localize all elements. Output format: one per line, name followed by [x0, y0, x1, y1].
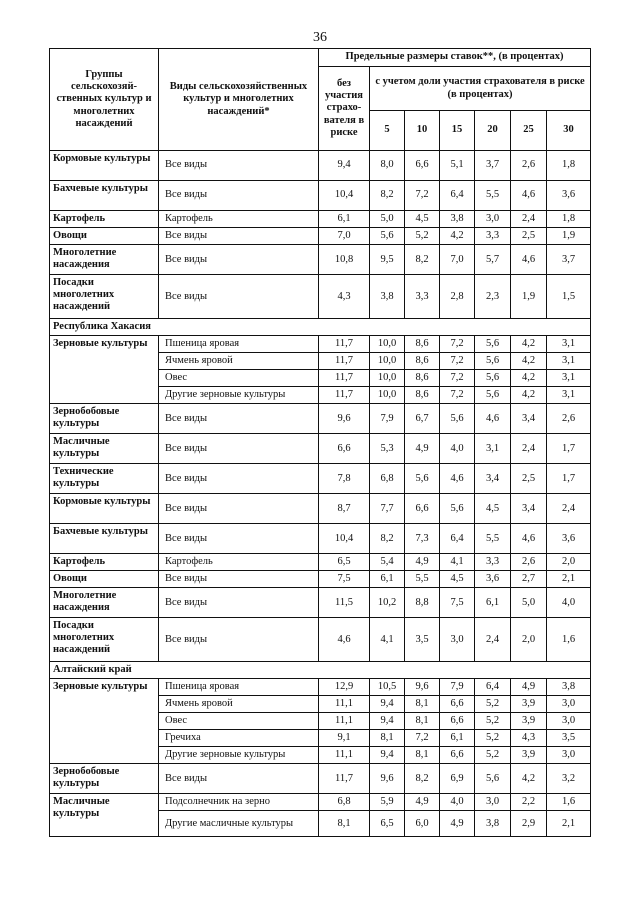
rate-value: 3,7 — [547, 245, 591, 275]
rate-value: 4,6 — [511, 524, 547, 554]
rate-value: 3,2 — [547, 764, 591, 794]
rate-value: 9,4 — [370, 747, 405, 764]
rate-value: 2,4 — [511, 211, 547, 228]
rate-value: 6,6 — [405, 151, 440, 181]
rate-value: 1,9 — [547, 228, 591, 245]
rate-no-share: 9,6 — [319, 404, 370, 434]
rate-value: 1,7 — [547, 464, 591, 494]
rate-value: 4,9 — [440, 811, 475, 837]
rate-value: 3,1 — [547, 387, 591, 404]
rate-value: 5,5 — [475, 524, 511, 554]
crop-kind: Все виды — [159, 464, 319, 494]
rate-no-share: 11,7 — [319, 370, 370, 387]
rate-value: 1,7 — [547, 434, 591, 464]
rate-no-share: 9,4 — [319, 151, 370, 181]
rate-value: 3,4 — [511, 404, 547, 434]
table-row — [50, 571, 591, 588]
rate-value: 7,2 — [405, 181, 440, 211]
rate-value: 3,4 — [511, 494, 547, 524]
crop-kind: Все виды — [159, 571, 319, 588]
crop-group: Картофель — [50, 554, 159, 571]
rate-value: 4,0 — [440, 434, 475, 464]
crop-kind: Картофель — [159, 554, 319, 571]
rate-value: 4,5 — [405, 211, 440, 228]
header-group-column: Группы сельскохозяй-ственных культур и многолетних насаждений — [50, 49, 159, 151]
table-row — [50, 336, 591, 353]
rate-no-share: 8,1 — [319, 811, 370, 837]
rate-value: 4,2 — [511, 336, 547, 353]
rate-value: 8,2 — [370, 181, 405, 211]
rate-value: 8,1 — [405, 696, 440, 713]
crop-kind: Все виды — [159, 228, 319, 245]
rate-value: 4,9 — [405, 794, 440, 811]
rate-value: 5,2 — [475, 696, 511, 713]
rate-no-share: 11,7 — [319, 353, 370, 370]
header-with-share: с учетом доли участия страхователя в риске (в процентах) — [370, 67, 591, 111]
rate-no-share: 10,8 — [319, 245, 370, 275]
rate-value: 5,2 — [405, 228, 440, 245]
rate-value: 4,6 — [475, 404, 511, 434]
rate-value: 7,2 — [440, 370, 475, 387]
rate-value: 5,6 — [440, 494, 475, 524]
rate-value: 1,8 — [547, 211, 591, 228]
rate-value: 4,6 — [511, 245, 547, 275]
rate-no-share: 6,1 — [319, 211, 370, 228]
crop-kind: Другие масличные культуры — [159, 811, 319, 837]
crop-kind: Картофель — [159, 211, 319, 228]
table-row — [50, 245, 591, 275]
rate-value: 3,7 — [475, 151, 511, 181]
crop-kind: Все виды — [159, 588, 319, 618]
rate-value: 2,6 — [511, 554, 547, 571]
rate-value: 6,7 — [405, 404, 440, 434]
rate-value: 6,8 — [370, 464, 405, 494]
crop-group: Бахчевые культуры — [50, 181, 159, 211]
rate-value: 5,2 — [475, 747, 511, 764]
rate-value: 4,9 — [405, 434, 440, 464]
table-row — [50, 404, 591, 434]
rate-value: 2,3 — [475, 275, 511, 319]
crop-kind: Все виды — [159, 181, 319, 211]
rate-value: 8,2 — [405, 764, 440, 794]
crop-kind: Пшеница яровая — [159, 679, 319, 696]
rate-no-share: 7,0 — [319, 228, 370, 245]
rate-value: 3,3 — [405, 275, 440, 319]
rate-no-share: 11,7 — [319, 764, 370, 794]
crop-group: Посадки многолетних насаждений — [50, 275, 159, 319]
crop-group: Бахчевые культуры — [50, 524, 159, 554]
rate-value: 5,5 — [475, 181, 511, 211]
rate-value: 3,1 — [547, 336, 591, 353]
table-row — [50, 494, 591, 524]
table-row — [50, 554, 591, 571]
rate-value: 2,7 — [511, 571, 547, 588]
crop-group: Масличные культуры — [50, 434, 159, 464]
rate-value: 3,8 — [547, 679, 591, 696]
header-kind-column: Виды сельскохозяйственных культур и многолетних насаждений* — [159, 49, 319, 151]
table-row — [50, 618, 591, 662]
rate-value: 7,9 — [370, 404, 405, 434]
crop-group: Посадки многолетних насаждений — [50, 618, 159, 662]
rate-value: 3,0 — [475, 794, 511, 811]
table-row — [50, 764, 591, 794]
rate-value: 9,4 — [370, 713, 405, 730]
table-row — [50, 151, 591, 181]
rate-value: 8,6 — [405, 353, 440, 370]
crop-group: Зернобобовые культуры — [50, 764, 159, 794]
crop-group: Зерновые культуры — [50, 336, 159, 404]
rate-value: 6,4 — [440, 524, 475, 554]
table-row — [50, 464, 591, 494]
rate-value: 2,2 — [511, 794, 547, 811]
header-share: 20 — [475, 111, 511, 151]
rate-no-share: 6,5 — [319, 554, 370, 571]
table-row — [50, 434, 591, 464]
rate-value: 2,1 — [547, 811, 591, 837]
table-row — [50, 228, 591, 245]
rate-value: 3,0 — [547, 696, 591, 713]
rate-value: 8,8 — [405, 588, 440, 618]
region-row — [50, 319, 591, 336]
crop-kind: Все виды — [159, 151, 319, 181]
rate-value: 3,6 — [475, 571, 511, 588]
rate-value: 2,0 — [511, 618, 547, 662]
page-number: 36 — [313, 30, 327, 45]
crop-kind: Пшеница яровая — [159, 336, 319, 353]
rate-value: 7,7 — [370, 494, 405, 524]
rate-value: 9,6 — [405, 679, 440, 696]
rate-value: 10,2 — [370, 588, 405, 618]
rate-value: 6,4 — [440, 181, 475, 211]
rate-value: 10,0 — [370, 336, 405, 353]
rate-value: 8,2 — [370, 524, 405, 554]
rate-value: 4,6 — [511, 181, 547, 211]
crop-kind: Все виды — [159, 434, 319, 464]
crop-group: Масличные культуры — [50, 794, 159, 837]
rate-value: 4,6 — [440, 464, 475, 494]
rate-value: 5,3 — [370, 434, 405, 464]
header-share: 30 — [547, 111, 591, 151]
crop-group: Овощи — [50, 228, 159, 245]
rate-value: 3,1 — [547, 353, 591, 370]
rate-value: 5,0 — [370, 211, 405, 228]
rate-value: 10,5 — [370, 679, 405, 696]
crop-kind: Подсолнечник на зерно — [159, 794, 319, 811]
rate-no-share: 6,8 — [319, 794, 370, 811]
rate-value: 3,9 — [511, 696, 547, 713]
rate-no-share: 4,6 — [319, 618, 370, 662]
rate-no-share: 10,4 — [319, 181, 370, 211]
table-body — [50, 151, 591, 837]
rate-value: 5,2 — [475, 713, 511, 730]
rate-value: 3,5 — [547, 730, 591, 747]
region-row — [50, 662, 591, 679]
rate-no-share: 8,7 — [319, 494, 370, 524]
rate-value: 5,6 — [475, 336, 511, 353]
rate-value: 4,9 — [405, 554, 440, 571]
rate-value: 5,9 — [370, 794, 405, 811]
rate-value: 6,1 — [370, 571, 405, 588]
rate-value: 10,0 — [370, 353, 405, 370]
crop-group: Многолетние насаждения — [50, 245, 159, 275]
rate-value: 3,8 — [475, 811, 511, 837]
rate-value: 3,1 — [475, 434, 511, 464]
rate-value: 7,0 — [440, 245, 475, 275]
rate-value: 4,2 — [511, 353, 547, 370]
rate-value: 3,5 — [405, 618, 440, 662]
crop-kind: Ячмень яровой — [159, 353, 319, 370]
table-header — [50, 49, 591, 151]
rate-value: 3,0 — [547, 713, 591, 730]
crop-group: Зерновые культуры — [50, 679, 159, 764]
crop-group: Многолетние насаждения — [50, 588, 159, 618]
rate-value: 4,2 — [511, 764, 547, 794]
rate-value: 3,0 — [475, 211, 511, 228]
rate-value: 1,6 — [547, 618, 591, 662]
rate-value: 6,1 — [475, 588, 511, 618]
rate-value: 5,6 — [475, 370, 511, 387]
rate-value: 4,0 — [547, 588, 591, 618]
rate-value: 5,0 — [511, 588, 547, 618]
rate-value: 2,9 — [511, 811, 547, 837]
rate-no-share: 7,8 — [319, 464, 370, 494]
rate-value: 7,5 — [440, 588, 475, 618]
rate-value: 7,2 — [440, 353, 475, 370]
rate-value: 2,4 — [511, 434, 547, 464]
crop-kind: Все виды — [159, 404, 319, 434]
rate-value: 10,0 — [370, 387, 405, 404]
rate-value: 3,8 — [440, 211, 475, 228]
rate-value: 5,6 — [475, 387, 511, 404]
rate-value: 1,9 — [511, 275, 547, 319]
rate-value: 3,6 — [547, 524, 591, 554]
crop-kind: Другие зерновые культуры — [159, 387, 319, 404]
rate-no-share: 11,1 — [319, 713, 370, 730]
rate-no-share: 4,3 — [319, 275, 370, 319]
rate-value: 5,6 — [440, 404, 475, 434]
rate-value: 2,6 — [511, 151, 547, 181]
rate-value: 4,5 — [440, 571, 475, 588]
rate-value: 1,8 — [547, 151, 591, 181]
crop-kind: Другие зерновые культуры — [159, 747, 319, 764]
table-row — [50, 794, 591, 811]
rate-value: 6,6 — [405, 494, 440, 524]
region-title: Алтайский край — [50, 662, 591, 679]
rate-value: 5,1 — [440, 151, 475, 181]
rate-value: 5,4 — [370, 554, 405, 571]
rate-value: 5,6 — [475, 353, 511, 370]
crop-group: Кормовые культуры — [50, 494, 159, 524]
rate-value: 4,1 — [370, 618, 405, 662]
rate-value: 2,8 — [440, 275, 475, 319]
table-row — [50, 679, 591, 696]
rate-value: 3,6 — [547, 181, 591, 211]
crop-kind: Овес — [159, 713, 319, 730]
table-row — [50, 588, 591, 618]
rate-value: 8,0 — [370, 151, 405, 181]
header-share: 25 — [511, 111, 547, 151]
rate-no-share: 10,4 — [319, 524, 370, 554]
crop-group: Овощи — [50, 571, 159, 588]
crop-kind: Все виды — [159, 275, 319, 319]
crop-group: Технические культуры — [50, 464, 159, 494]
rate-value: 3,9 — [511, 747, 547, 764]
rate-value: 4,5 — [475, 494, 511, 524]
rate-value: 3,8 — [370, 275, 405, 319]
crop-group: Кормовые культуры — [50, 151, 159, 181]
rate-value: 4,2 — [511, 387, 547, 404]
rate-value: 5,6 — [475, 764, 511, 794]
rate-value: 3,0 — [440, 618, 475, 662]
rate-value: 8,1 — [405, 747, 440, 764]
crop-kind: Все виды — [159, 524, 319, 554]
crop-kind: Гречиха — [159, 730, 319, 747]
crop-group: Картофель — [50, 211, 159, 228]
header-share: 15 — [440, 111, 475, 151]
rate-value: 7,9 — [440, 679, 475, 696]
rate-value: 5,5 — [405, 571, 440, 588]
rate-value: 2,4 — [547, 494, 591, 524]
rate-value: 6,4 — [475, 679, 511, 696]
rate-value: 4,3 — [511, 730, 547, 747]
rate-value: 3,1 — [547, 370, 591, 387]
table-row — [50, 211, 591, 228]
rate-value: 6,6 — [440, 713, 475, 730]
rate-value: 4,1 — [440, 554, 475, 571]
crop-kind: Все виды — [159, 618, 319, 662]
rate-no-share: 11,1 — [319, 747, 370, 764]
rate-value: 8,6 — [405, 370, 440, 387]
rate-value: 3,3 — [475, 554, 511, 571]
crop-kind: Овес — [159, 370, 319, 387]
rate-value: 6,9 — [440, 764, 475, 794]
rate-no-share: 11,7 — [319, 336, 370, 353]
rate-value: 7,2 — [440, 387, 475, 404]
header-share: 10 — [405, 111, 440, 151]
rate-no-share: 9,1 — [319, 730, 370, 747]
rate-no-share: 11,5 — [319, 588, 370, 618]
rate-value: 1,6 — [547, 794, 591, 811]
rate-value: 6,6 — [440, 747, 475, 764]
table-row — [50, 275, 591, 319]
crop-kind: Ячмень яровой — [159, 696, 319, 713]
rate-value: 10,0 — [370, 370, 405, 387]
rate-value: 9,4 — [370, 696, 405, 713]
rate-value: 4,0 — [440, 794, 475, 811]
rate-value: 2,5 — [511, 464, 547, 494]
rate-value: 5,2 — [475, 730, 511, 747]
crop-group: Зернобобовые культуры — [50, 404, 159, 434]
rate-value: 7,3 — [405, 524, 440, 554]
rate-value: 7,2 — [405, 730, 440, 747]
region-title: Республика Хакасия — [50, 319, 591, 336]
rate-value: 8,2 — [405, 245, 440, 275]
rate-value: 5,6 — [405, 464, 440, 494]
table-row — [50, 524, 591, 554]
rate-value: 3,0 — [547, 747, 591, 764]
rate-value: 5,6 — [370, 228, 405, 245]
insurance-rates-table — [49, 48, 591, 837]
rate-value: 2,4 — [475, 618, 511, 662]
rate-value: 2,5 — [511, 228, 547, 245]
rate-value: 8,6 — [405, 387, 440, 404]
rate-value: 6,5 — [370, 811, 405, 837]
rate-value: 4,2 — [511, 370, 547, 387]
rate-value: 3,4 — [475, 464, 511, 494]
rate-no-share: 11,7 — [319, 387, 370, 404]
rate-value: 8,6 — [405, 336, 440, 353]
rate-value: 8,1 — [405, 713, 440, 730]
rate-value: 2,6 — [547, 404, 591, 434]
rate-value: 1,5 — [547, 275, 591, 319]
rate-value: 4,9 — [511, 679, 547, 696]
crop-kind: Все виды — [159, 245, 319, 275]
table-row — [50, 181, 591, 211]
rate-value: 8,1 — [370, 730, 405, 747]
rate-value: 6,0 — [405, 811, 440, 837]
rate-value: 4,2 — [440, 228, 475, 245]
header-limits: Предельные размеры ставок**, (в процентах) — [319, 49, 591, 67]
rate-value: 6,6 — [440, 696, 475, 713]
rate-value: 9,6 — [370, 764, 405, 794]
rate-no-share: 12,9 — [319, 679, 370, 696]
rate-no-share: 6,6 — [319, 434, 370, 464]
rate-value: 7,2 — [440, 336, 475, 353]
rate-value: 2,0 — [547, 554, 591, 571]
header-share: 5 — [370, 111, 405, 151]
crop-kind: Все виды — [159, 764, 319, 794]
rate-value: 3,3 — [475, 228, 511, 245]
rate-no-share: 7,5 — [319, 571, 370, 588]
rate-no-share: 11,1 — [319, 696, 370, 713]
crop-kind: Все виды — [159, 494, 319, 524]
rate-value: 5,7 — [475, 245, 511, 275]
rate-value: 6,1 — [440, 730, 475, 747]
rate-value: 9,5 — [370, 245, 405, 275]
header-no-share: без участия страхо-вателя в риске — [319, 67, 370, 151]
rate-value: 2,1 — [547, 571, 591, 588]
rate-value: 3,9 — [511, 713, 547, 730]
